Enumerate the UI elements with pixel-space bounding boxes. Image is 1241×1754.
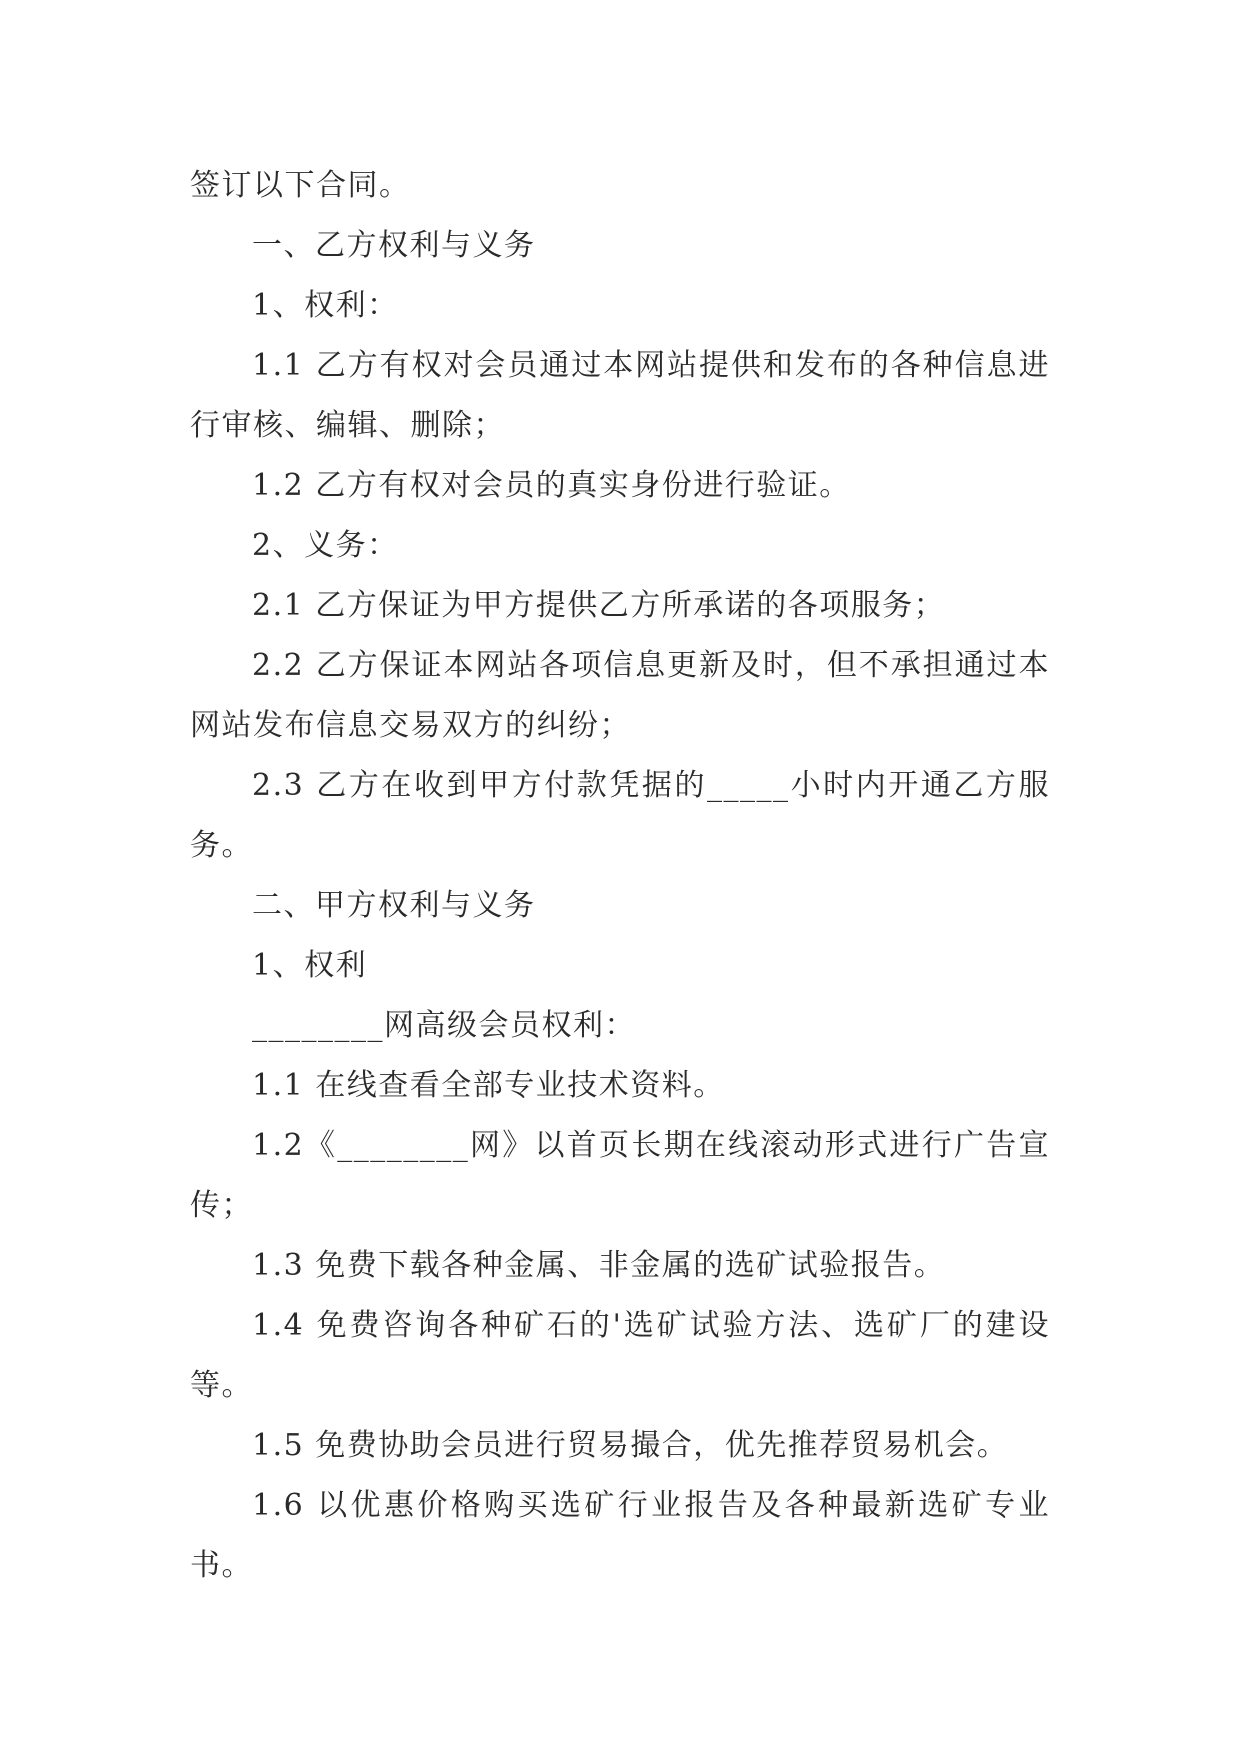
- subheading-rights: 1、权利：: [252, 288, 399, 323]
- clause-1-1: 1.1 乙方有权对会员通过本网站提供和发布的各种信息进行审核、编辑、删除；: [190, 348, 1050, 443]
- document-body: [190, 156, 1050, 1596]
- clause-2-3: 2.3 乙方在收到甲方付款凭据的_____小时内开通乙方服务。: [190, 768, 1050, 863]
- section-heading-party-a: 二、甲方权利与义务: [252, 888, 536, 923]
- member-clause-1-5: 1.5 免费协助会员进行贸易撮合，优先推荐贸易机会。: [252, 1428, 1009, 1463]
- member-clause-1-6: 1.6 以优惠价格购买选矿行业报告及各种最新选矿专业书。: [190, 1488, 1050, 1583]
- member-clause-1-1: 1.1 在线查看全部专业技术资料。: [252, 1068, 725, 1103]
- clause-2-1: 2.1 乙方保证为甲方提供乙方所承诺的各项服务；: [252, 588, 946, 623]
- premium-member-rights-heading: ________网高级会员权利：: [252, 1008, 636, 1043]
- subheading-rights-party-a: 1、权利: [252, 948, 368, 983]
- clause-1-2: 1.2 乙方有权对会员的真实身份进行验证。: [252, 468, 851, 503]
- member-clause-1-4: 1.4 免费咨询各种矿石的'选矿试验方法、选矿厂的建设等。: [190, 1308, 1050, 1403]
- paragraph-intro: 签订以下合同。: [190, 168, 411, 203]
- clause-2-2: 2.2 乙方保证本网站各项信息更新及时，但不承担通过本网站发布信息交易双方的纠纷；: [190, 648, 1050, 743]
- member-clause-1-3: 1.3 免费下载各种金属、非金属的选矿试验报告。: [252, 1248, 946, 1283]
- member-clause-1-2: 1.2《________网》以首页长期在线滚动形式进行广告宣传；: [190, 1128, 1050, 1223]
- subheading-obligations: 2、义务：: [252, 528, 399, 563]
- section-heading-party-b: 一、乙方权利与义务: [252, 228, 536, 263]
